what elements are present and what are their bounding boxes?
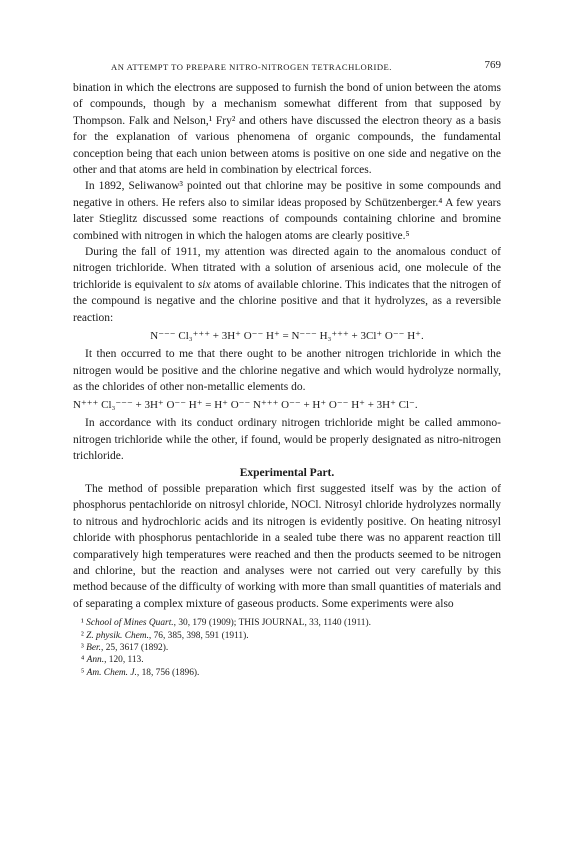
footnote-source: Ann. xyxy=(86,655,105,666)
footnote xyxy=(81,654,501,666)
footnote xyxy=(81,667,501,679)
footnote xyxy=(81,642,501,654)
footnote-mark: ³ xyxy=(81,643,84,653)
footnote-source: Ber. xyxy=(86,643,101,653)
footnote-mark: ² xyxy=(81,630,84,641)
paragraph-text-part: During the fall of 1911, my attention was directed again to the anomalous conduct of nitrogen trichloride. When titrated with a solution of arsenious acid, one molecule of the trichloride is equivalent to xyxy=(73,246,501,291)
page-number: 769 xyxy=(484,59,501,71)
footnote-citation: , 76, 385, 398, 591 (1911). xyxy=(148,630,249,641)
footnote-source: Am. Chem. J. xyxy=(86,667,137,678)
emphasis-six: six xyxy=(197,278,211,291)
running-head-title: AN ATTEMPT TO PREPARE NITRO-NITROGEN TETRACHLORIDE. xyxy=(111,62,392,72)
equation-ammono-hydrolysis: N⁻⁻⁻ Cl₃⁺⁺⁺ + 3H⁺ O⁻⁻ H⁺ = N⁻⁻⁻ H₃⁺⁺⁺ + 3Cl⁺ O⁻⁻ H⁺. xyxy=(150,330,424,343)
journal-page xyxy=(73,58,501,679)
footnote-mark: ⁵ xyxy=(81,667,85,678)
footnote-citation: , 18, 756 (1896). xyxy=(136,667,200,678)
paragraph-another-trichloride: It then occurred to me that there ought to be another nitrogen trichloride in which the nitrogen would be positive and the chlorine negative and which would hydrolyze normally, as the chlorides of other non-metallic elements do. xyxy=(73,348,501,393)
paragraph-seliwanow: In 1892, Seliwanow³ pointed out that chlorine may be positive in some compounds and negative in others. He refers also to similar ideas proposed by Schützenberger.⁴ A few years later Stieglitz discussed some reactions of compounds containing chlorine and bromine combined with nitrogen in which the halogen atoms are clearly positive.⁵ xyxy=(73,180,501,242)
equation-nitro-hydrolysis: N⁺⁺⁺ Cl₃⁻⁻⁻ + 3H⁺ O⁻⁻ H⁺ = H⁺ O⁻⁻ N⁺⁺⁺ O⁻⁻ + H⁺ O⁻⁻ H⁺ + 3H⁺ Cl⁻. xyxy=(73,399,418,412)
paragraph-naming: In accordance with its conduct ordinary nitrogen trichloride might be called ammono-nitrogen trichloride while the other, if found, would be properly designated as nitro-nitrogen trichloride. xyxy=(73,417,501,463)
footnote-source: Z. physik. Chem. xyxy=(86,630,149,641)
footnote-mark: ¹ xyxy=(81,618,84,629)
footnote-citation: , 120, 113. xyxy=(104,655,144,666)
footnotes xyxy=(73,617,501,679)
section-heading: Experimental Part. xyxy=(239,466,335,479)
paragraph-anomalous-conduct xyxy=(73,244,501,326)
article-body xyxy=(73,80,501,612)
footnote-source: School of Mines Quart. xyxy=(86,618,174,629)
running-head xyxy=(73,58,501,80)
paragraph-text-part: atoms of available chlorine. This indicates that the nitrogen of the compound is negative and the chlorine positive and that it hydrolyzes, as a reversible reaction: xyxy=(73,278,501,324)
paragraph-electron-theory: bination in which the electrons are supposed to furnish the bond of union between the atoms of compounds, though by a mechanism somewhat different from that supposed by Thompson. Falk and Nelson,¹ Fry² and others have discussed the electron theory as a basis for the explanation of various phenomena of organic compounds, the fundamental conception being that each union between atoms is positive on one side and negative on the other and that atoms are held in combination by electrical forces. xyxy=(73,82,501,177)
footnote-citation: , 25, 3617 (1892). xyxy=(101,643,169,653)
footnote xyxy=(81,617,501,629)
footnote-citation: , 30, 179 (1909); THIS JOURNAL, 33, 1140 (1911). xyxy=(173,618,371,629)
footnote-mark: ⁴ xyxy=(81,655,85,666)
footnote xyxy=(81,630,501,642)
paragraph-method: The method of possible preparation which first suggested itself was by the action of phosphorus pentachloride on nitrosyl chloride, NOCl. Nitrosyl chloride hydrolyzes normally to nitrous and hydrochloric acids and its nitrogen is evidently positive. On heating nitrosyl chloride with phosphorus pentachloride in a sealed tube there was no apparent reaction till comparatively high temperatures were reached and then the products seemed to be nitrogen and chlorine, but the reaction and analyses were not carried out very carefully by this method because of the difficulty of working with more than small quantities of materials and of separating a complex mixture of gaseous products. Some experiments were also xyxy=(73,482,501,610)
